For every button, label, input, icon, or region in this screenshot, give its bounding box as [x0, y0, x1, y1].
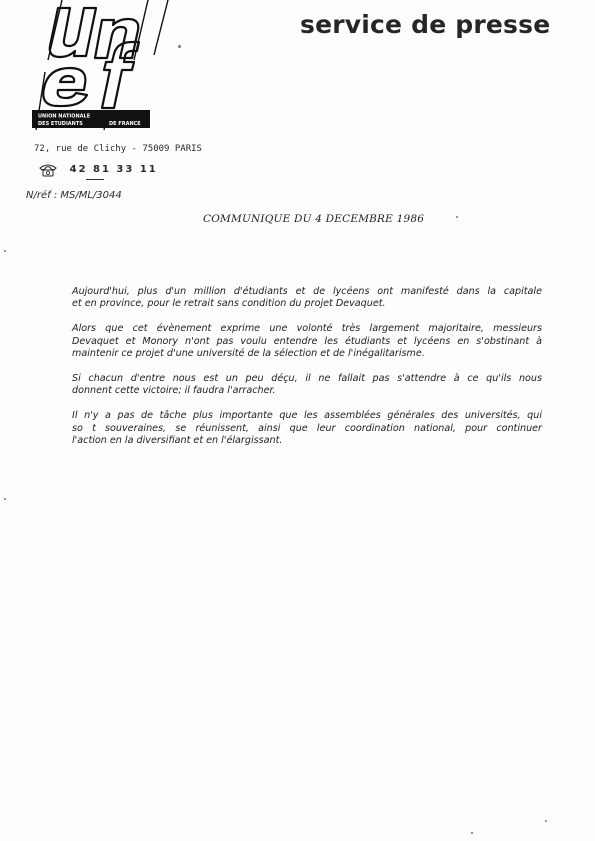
communique-body: [72, 286, 542, 460]
scan-speck: [4, 498, 6, 500]
scan-speck: [456, 216, 458, 218]
service-title: service de presse: [300, 10, 551, 39]
reference-number: N/réf : MS/ML/3044: [26, 190, 122, 201]
paragraph: [72, 373, 542, 397]
paragraph: [72, 286, 542, 310]
text-line: donnent cette victoire; il faudra l'arracher.: [72, 385, 276, 397]
unef-logo: [18, 0, 188, 132]
phone-row: [38, 159, 158, 175]
divider: [86, 179, 104, 180]
text-line: et en province, pour le retrait sans condition du projet Devaquet.: [72, 298, 386, 310]
paragraph: [72, 323, 542, 360]
scan-speck: [545, 820, 547, 822]
phone-number: 42 81 33 11: [69, 164, 158, 175]
communique-title: COMMUNIQUE DU 4 DECEMBRE 1986: [203, 213, 425, 225]
text-line: Si chacun d'entre nous est un peu déçu, il ne fallait pas s'attendre à ce qu'ils nous: [72, 373, 542, 385]
logo-tagline-1: UNION NATIONALE: [38, 113, 91, 120]
logo-tagline-2: DES ETUDIANTS: [38, 121, 83, 127]
text-line: maintenir ce projet d'une université de la sélection et de l'inégalitarisme.: [72, 347, 425, 359]
telephone-icon: [38, 163, 58, 177]
text-line: Devaquet et Monory n'ont pas voulu entendre les étudiants et lycéens en s'obstinant à: [72, 335, 542, 347]
text-line: l'action en la diversifiant et en l'élargissant.: [72, 434, 283, 446]
address: 72, rue de Clichy - 75009 PARIS: [34, 144, 202, 154]
text-line: Alors que cet évènement exprime une volonté très largement majoritaire, messieurs: [72, 323, 542, 335]
scan-speck: [471, 832, 473, 834]
scan-speck: [178, 45, 181, 48]
text-line: Aujourd'hui, plus d'un million d'étudiants et de lycéens ont manifesté dans la capitale: [72, 286, 542, 297]
logo-tagline-3: DE FRANCE: [109, 121, 141, 127]
scan-speck: [4, 250, 6, 252]
text-line: Il n'y a pas de tâche plus importante que les assemblées générales des universités, qui: [72, 410, 542, 422]
text-line: so t souveraines, se réunissent, ainsi que leur coordination national, pour continuer: [72, 422, 542, 434]
paragraph: [72, 410, 542, 447]
